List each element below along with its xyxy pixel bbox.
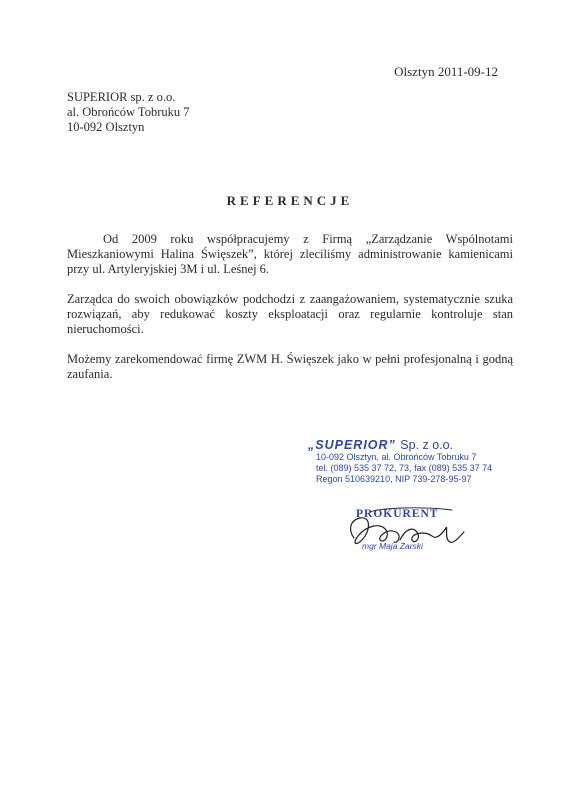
recipient-address	[67, 90, 190, 135]
signatory-name: mgr Maja Żarski	[362, 541, 423, 551]
letter-body	[67, 232, 513, 397]
recipient-street: al. Obrońców Tobruku 7	[67, 105, 190, 119]
letter-title: REFERENCJE	[226, 193, 354, 208]
recipient-city: 10-092 Olsztyn	[67, 120, 145, 134]
stamp-company-name	[308, 438, 518, 452]
company-stamp	[308, 438, 518, 485]
signatory-role: PROKURENT	[356, 508, 439, 520]
body-paragraph: Możemy zarekomendować firmę ZWM H. Święszek jako w pełni profesjonalną i godną zaufania.	[67, 352, 513, 381]
stamp-address: 10-092 Olsztyn, al. Obrońców Tobruku 7	[316, 452, 477, 462]
stamp-registry: Regon 510639210, NIP 739-278-95-97	[316, 474, 472, 484]
letter-date: Olsztyn 2011-09-12	[394, 64, 498, 79]
stamp-company-suffix: Sp. z o.o.	[400, 438, 454, 452]
handwritten-signature	[340, 500, 470, 560]
body-paragraph: Zarządca do swoich obowiązków podchodzi z zaangażowaniem, systematycznie szuka rozwiązań, aby redukować koszty eksploatacji oraz regularnie kontroluje stan nieruchomości.	[67, 292, 513, 336]
body-paragraph: Od 2009 roku współpracujemy z Firmą „Zarządzanie Wspólnotami Mieszkaniowymi Halina Święszek”, której zleciliśmy administrowanie kamienicami przy ul. Artyleryjskiej 3M i ul. Leśnej 6.	[67, 232, 513, 276]
stamp-phones: tel. (089) 535 37 72, 73, fax (089) 535 37 74	[316, 463, 493, 473]
recipient-name: SUPERIOR sp. z o.o.	[67, 90, 176, 104]
stamp-company: „SUPERIOR”	[308, 438, 396, 452]
